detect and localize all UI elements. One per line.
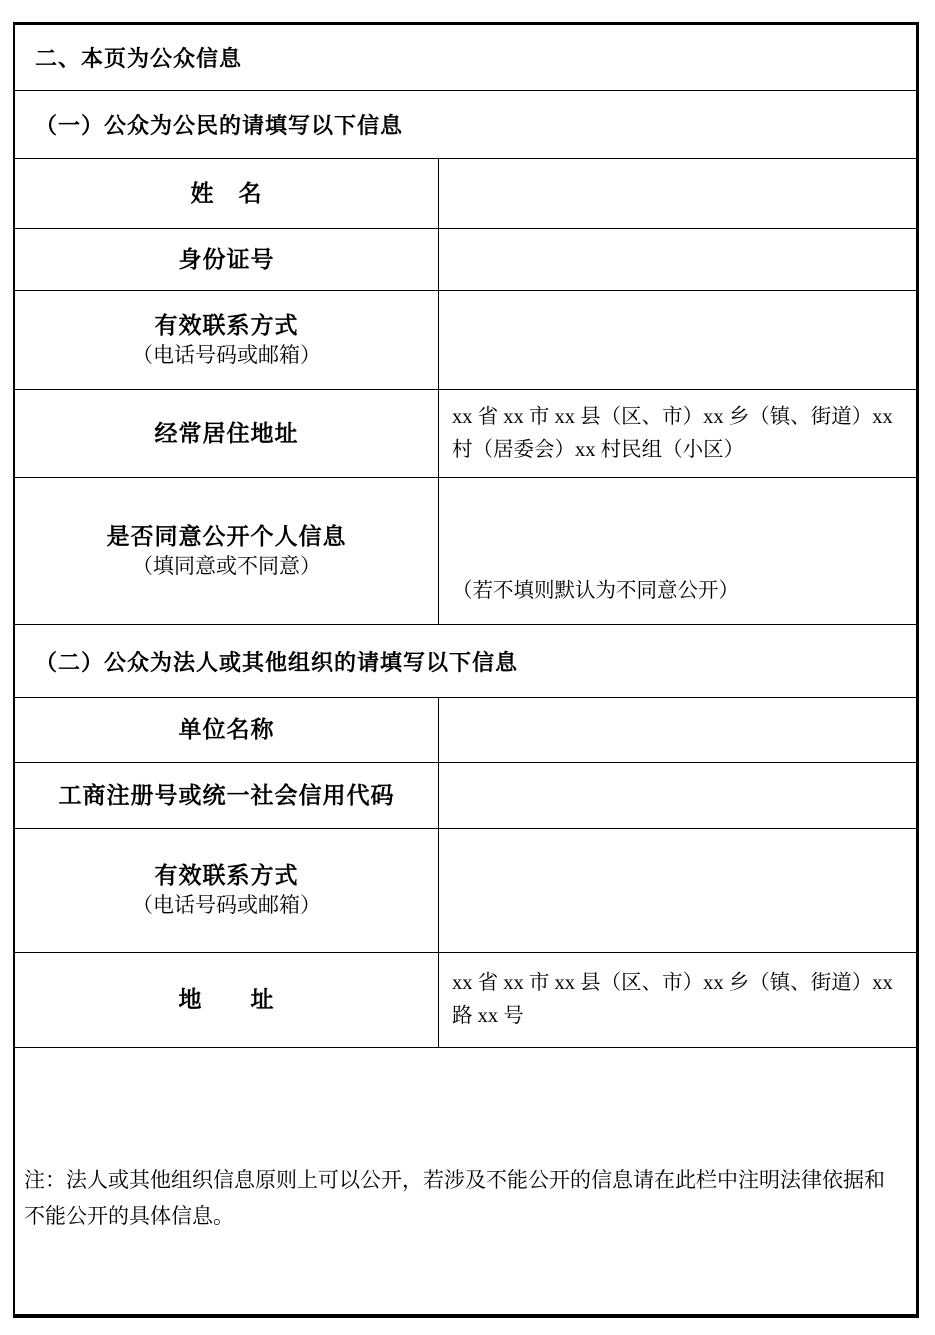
org-address-label: 地 址 bbox=[178, 987, 275, 1012]
citizen-contact-label: 有效联系方式 bbox=[154, 312, 299, 338]
section-header-organization: （二）公众为法人或其他组织的请填写以下信息 bbox=[35, 649, 519, 675]
public-information-form-table bbox=[13, 22, 919, 1318]
consent-label-cell bbox=[15, 478, 439, 624]
table-row-org-address bbox=[15, 953, 916, 1048]
section-header-citizen: （一）公众为公民的请填写以下信息 bbox=[35, 113, 404, 138]
name-label-cell bbox=[15, 159, 439, 228]
name-label: 姓 名 bbox=[190, 180, 263, 206]
table-row-note bbox=[15, 1048, 916, 1314]
org-contact-label-cell bbox=[15, 829, 439, 952]
consent-sublabel: （填同意或不同意） bbox=[132, 553, 321, 578]
registration-code-label-cell bbox=[15, 763, 439, 828]
registration-code-label: 工商注册号或统一社会信用代码 bbox=[58, 782, 395, 808]
table-row-citizen-contact bbox=[15, 291, 916, 390]
citizen-contact-sublabel: （电话号码或邮箱） bbox=[132, 342, 321, 367]
table-row-org-name bbox=[15, 698, 916, 763]
section-row-citizen bbox=[15, 91, 916, 159]
residence-address-label-cell bbox=[15, 390, 439, 477]
table-row-name bbox=[15, 159, 916, 229]
table-row-org-contact bbox=[15, 829, 916, 953]
org-address-label-cell bbox=[15, 953, 439, 1047]
table-row-id-number bbox=[15, 229, 916, 291]
consent-input-cell[interactable]: （若不填则默认为不同意公开） bbox=[452, 580, 739, 602]
org-name-label: 单位名称 bbox=[178, 717, 275, 742]
registration-code-input-cell[interactable] bbox=[439, 763, 916, 828]
residence-address-label: 经常居住地址 bbox=[154, 420, 299, 446]
section-header-public-info: 二、本页为公众信息 bbox=[35, 46, 243, 71]
org-contact-input-cell[interactable] bbox=[439, 829, 916, 952]
id-number-label: 身份证号 bbox=[178, 246, 275, 272]
org-name-label-cell bbox=[15, 698, 439, 762]
org-name-input-cell[interactable] bbox=[439, 698, 916, 762]
org-contact-label: 有效联系方式 bbox=[154, 863, 299, 888]
section-row-organization bbox=[15, 625, 916, 698]
id-number-label-cell bbox=[15, 229, 439, 290]
org-contact-sublabel: （电话号码或邮箱） bbox=[132, 893, 321, 917]
name-input-cell[interactable] bbox=[439, 159, 916, 228]
table-row-residence-address bbox=[15, 390, 916, 478]
citizen-contact-input-cell[interactable] bbox=[439, 291, 916, 389]
id-number-input-cell[interactable] bbox=[439, 229, 916, 290]
table-row-consent bbox=[15, 478, 916, 625]
residence-address-value-cell[interactable]: xx 省 xx 市 xx 县（区、市）xx 乡（镇、街道）xx 村（居委会）xx 村民组（小区） bbox=[452, 405, 893, 461]
citizen-contact-label-cell bbox=[15, 291, 439, 389]
section-row-page-title bbox=[15, 25, 916, 91]
legal-basis-note[interactable]: 注：法人或其他组织信息原则上可以公开，若涉及不能公开的信息请在此栏中注明法律依据和不能公开的具体信息。 bbox=[24, 1168, 885, 1228]
org-address-value-cell[interactable]: xx 省 xx 市 xx 县（区、市）xx 乡（镇、街道）xx 路 xx 号 bbox=[452, 972, 893, 1027]
table-row-registration-code bbox=[15, 763, 916, 829]
consent-label: 是否同意公开个人信息 bbox=[106, 523, 347, 549]
